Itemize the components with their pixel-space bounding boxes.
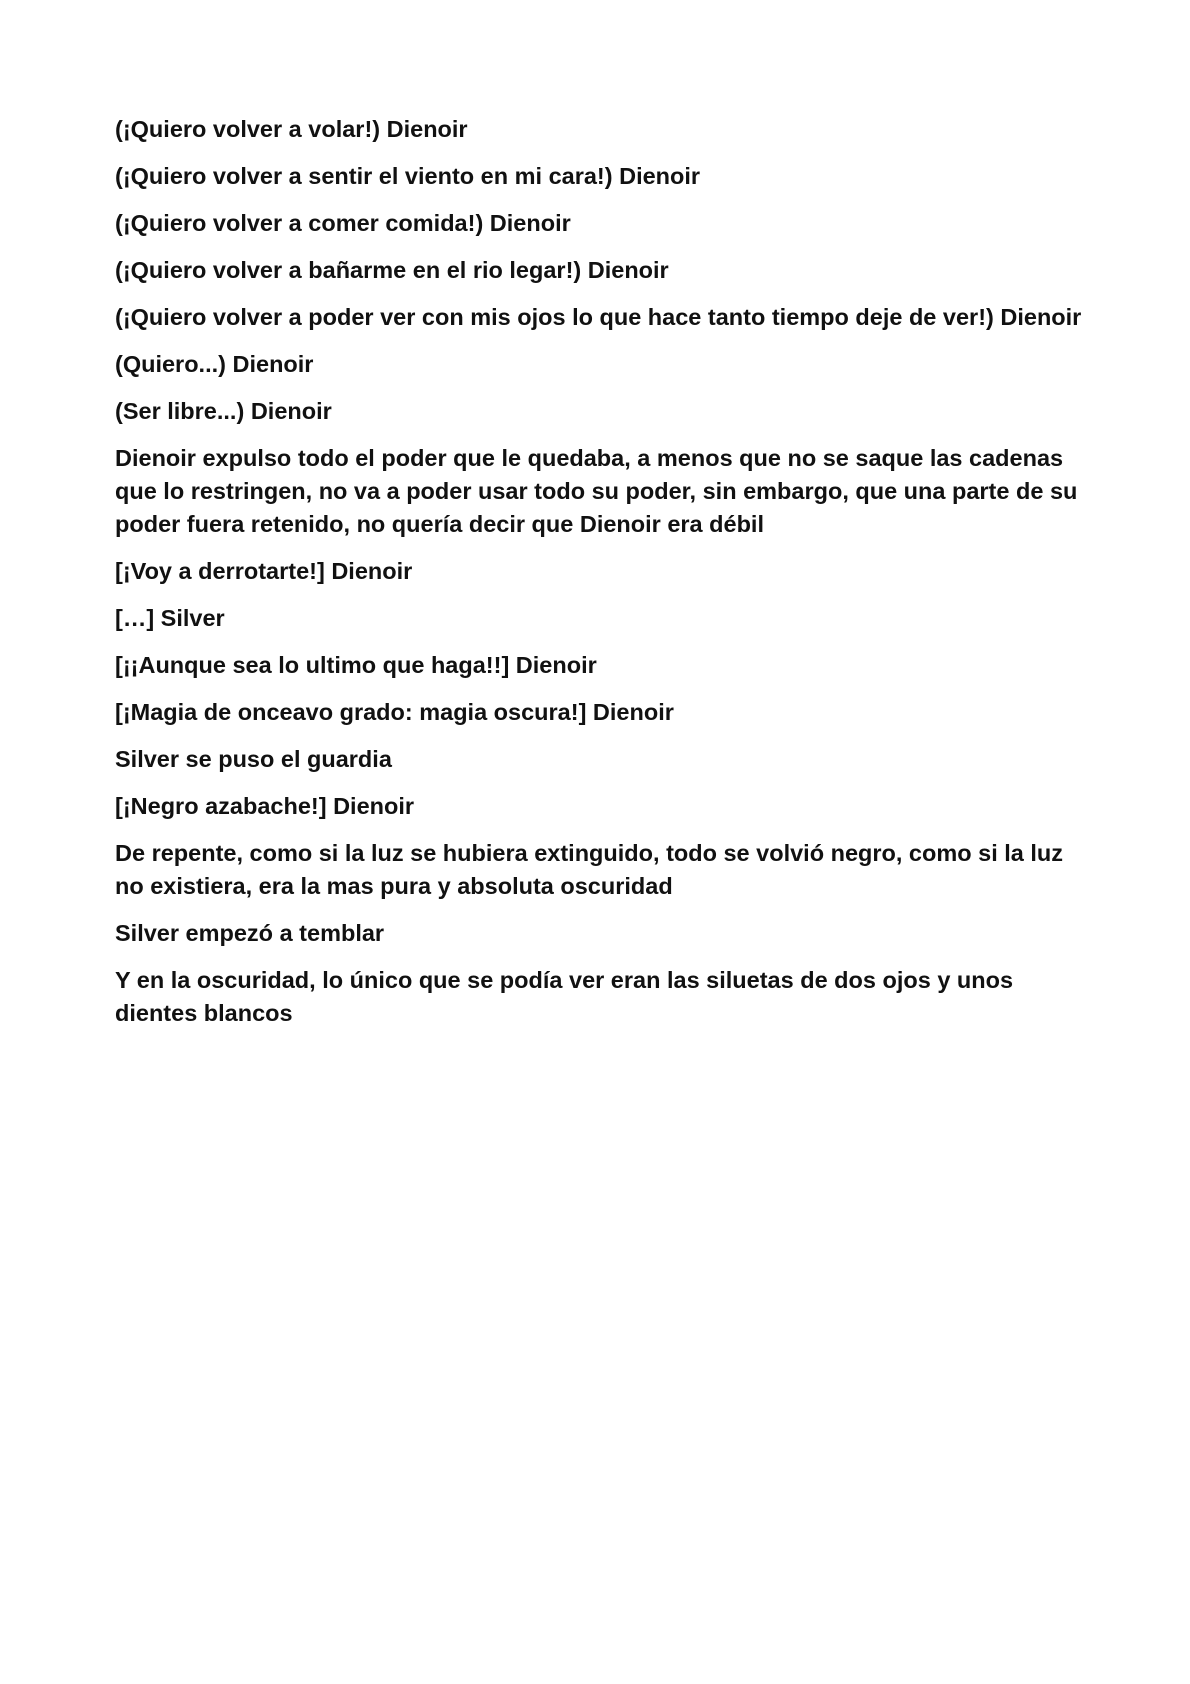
paragraph-10: […] Silver [115, 605, 225, 631]
paragraph-3: (¡Quiero volver a comer comida!) Dienoir [115, 210, 571, 236]
paragraph-16: Silver empezó a temblar [115, 920, 385, 946]
paragraph-5: (¡Quiero volver a poder ver con mis ojos lo que hace tanto tiempo deje de ver!) Dienoir [115, 304, 1082, 330]
paragraph-15: De repente, como si la luz se hubiera extinguido, todo se volvió negro, como si la luz no existiera, era la mas pura y absoluta oscuridad [115, 840, 1064, 899]
paragraph-11: [¡¡Aunque sea lo ultimo que haga!!] Dienoir [115, 652, 597, 678]
paragraph-1: (¡Quiero volver a volar!) Dienoir [115, 116, 468, 142]
paragraph-14: [¡Negro azabache!] Dienoir [115, 793, 415, 819]
paragraph-7: (Ser libre...) Dienoir [115, 398, 332, 424]
paragraph-6: (Quiero...) Dienoir [115, 351, 314, 377]
paragraph-2: (¡Quiero volver a sentir el viento en mi cara!) Dienoir [115, 163, 701, 189]
paragraph-13: Silver se puso el guardia [115, 746, 392, 772]
paragraph-17: Y en la oscuridad, lo único que se podía ver eran las siluetas de dos ojos y unos dientes blancos [115, 967, 1014, 1026]
paragraph-12: [¡Magia de onceavo grado: magia oscura!] Dienoir [115, 699, 674, 725]
document-body [115, 113, 1085, 1044]
paragraph-8: Dienoir expulso todo el poder que le quedaba, a menos que no se saque las cadenas que lo restringen, no va a poder usar todo su poder, sin embargo, que una parte de su poder fuera retenido, no quería decir que Dienoir era débil [115, 445, 1078, 537]
paragraph-4: (¡Quiero volver a bañarme en el rio legar!) Dienoir [115, 257, 669, 283]
paragraph-9: [¡Voy a derrotarte!] Dienoir [115, 558, 413, 584]
